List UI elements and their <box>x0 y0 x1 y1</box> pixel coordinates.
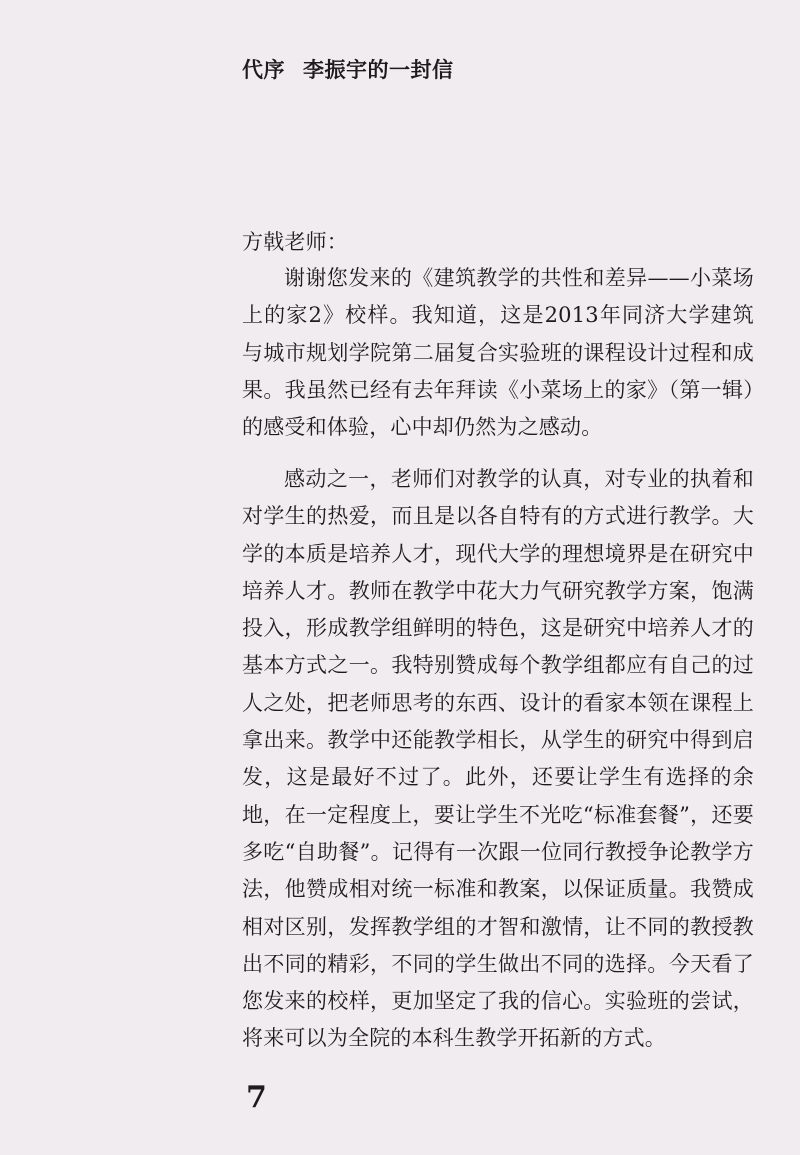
chapter-title: 李振宇的一封信 <box>303 58 454 82</box>
letter-salutation: 方戟老师： <box>242 230 348 254</box>
section-label: 代序 <box>242 58 285 82</box>
page-number: 7 <box>246 1080 267 1115</box>
chapter-header <box>242 54 454 84</box>
letter-paragraph-2: 感动之一，老师们对教学的认真，对专业的执着和对学生的热爱，而且是以各自特有的方式进行教学。大学的本质是培养人才，现代大学的理想境界是在研究中培养人才。教师在教学中花大力气研究教学方案，饱满投入，形成教学组鲜明的特色，这是研究中培养人才的基本方式之一。我特别赞成每个教学组都应有自己的过人之处，把老师思考的东西、设计的看家本领在课程上拿出来。教学中还能教学相长，从学生的研究中得到启发，这是最好不过了。此外，还要让学生有选择的余地，在一定程度上，要让学生不光吃“标准套餐”，还要多吃“自助餐”。记得有一次跟一位同行教授争论教学方法，他赞成相对统一标准和教案，以保证质量。我赞成相对区别，发挥教学组的才智和激情，让不同的教授教出不同的精彩，不同的学生做出不同的选择。今天看了您发来的校样，更加坚定了我的信心。实验班的尝试，将来可以为全院的本科生教学开拓新的方式。 <box>242 467 754 1051</box>
letter-paragraph-1: 谢谢您发来的《建筑教学的共性和差异——小菜场上的家2》校样。我知道，这是2013年同济大学建筑与城市规划学院第二届复合实验班的课程设计过程和成果。我虽然已经有去年拜读《小菜场上的家》（第一辑）的感受和体验，心中却仍然为之感动。 <box>242 266 754 440</box>
